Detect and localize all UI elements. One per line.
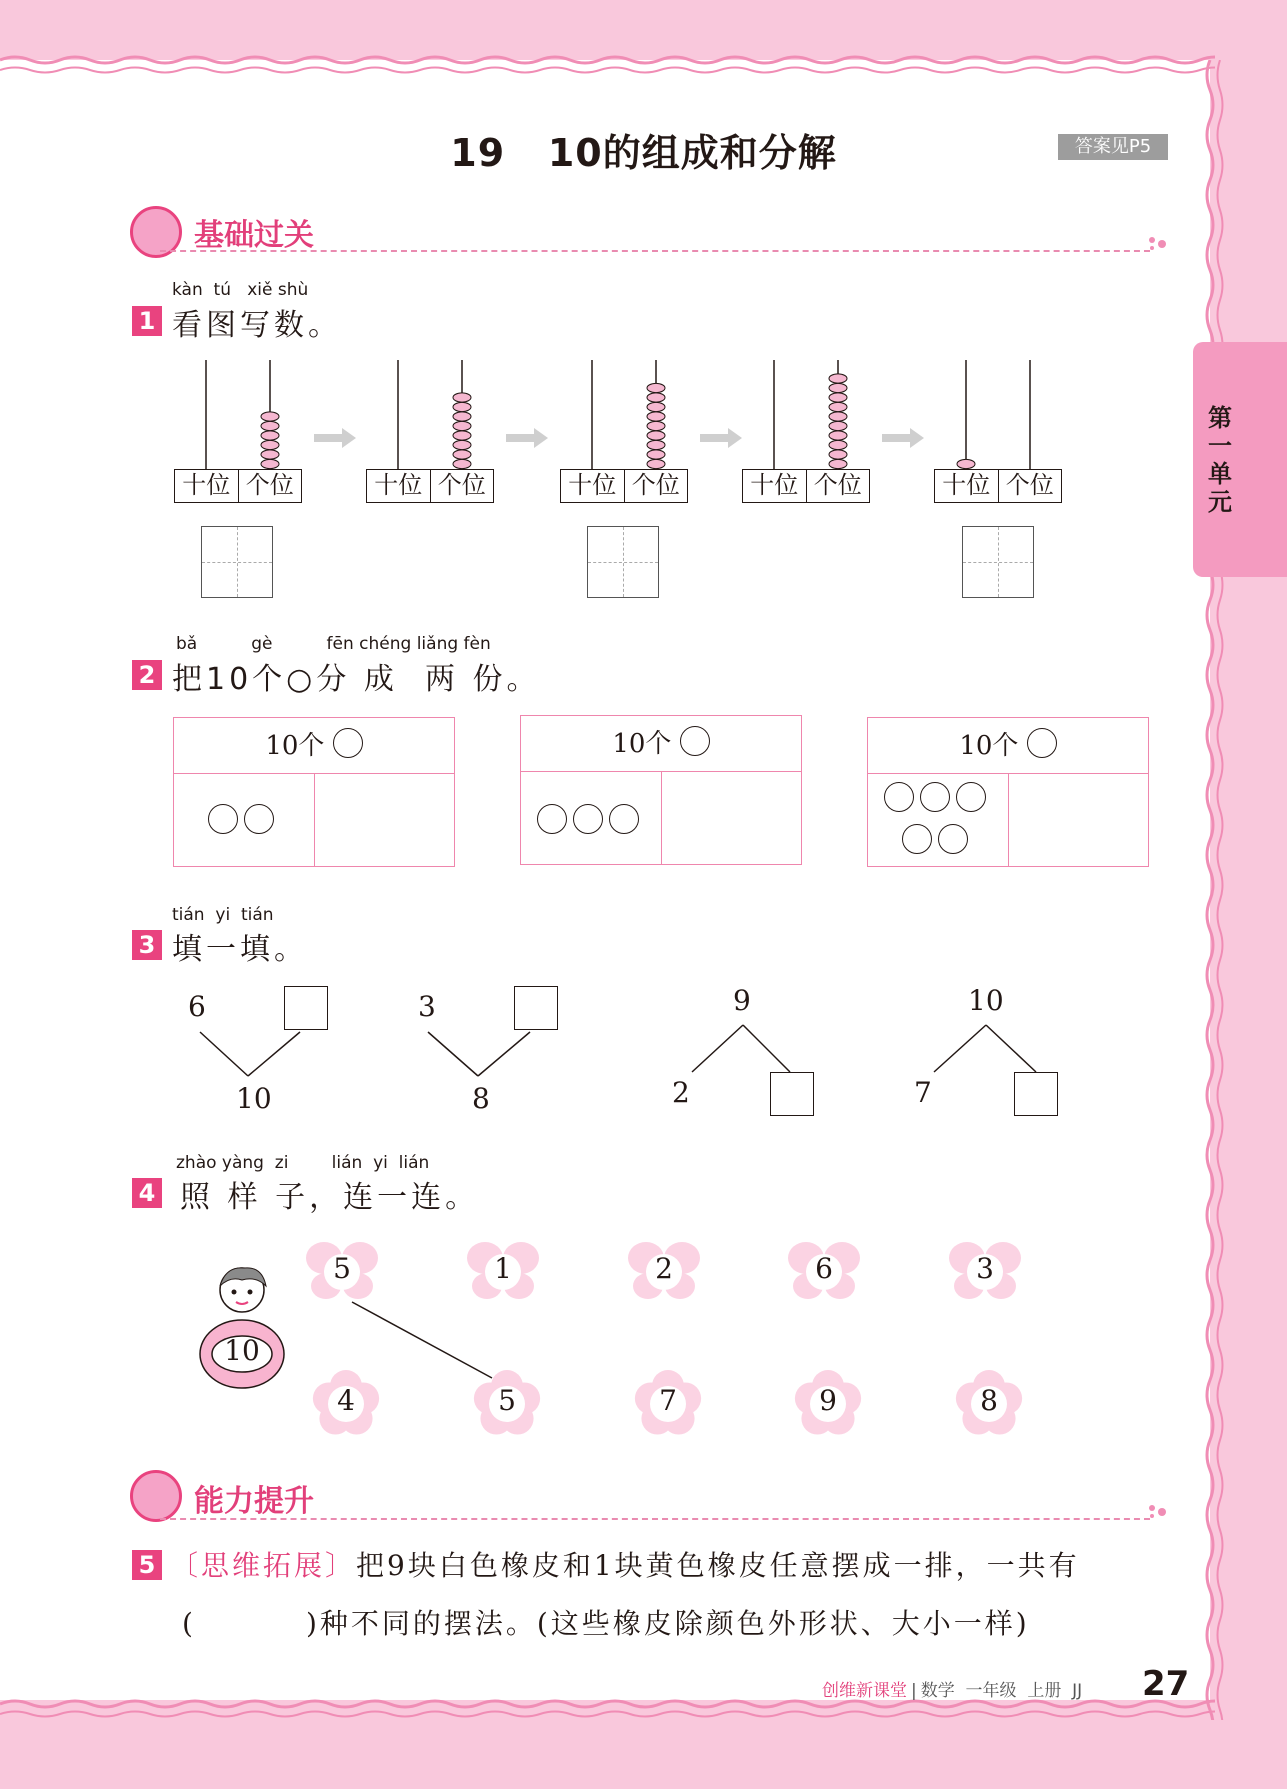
q5-bracket-open: ( — [182, 1607, 196, 1640]
footer-info: 数学 一年级 上册 JJ — [920, 1681, 1083, 1701]
q5-line-2 — [182, 1602, 1030, 1642]
bond-4-total: 10 — [968, 984, 1004, 1017]
dots-icon — [1148, 1504, 1172, 1518]
abacus-rods — [174, 360, 302, 470]
abacus-place-labels: 十位 个位 — [174, 469, 302, 503]
split-table-header: 10个 — [521, 716, 801, 772]
abacus-rods — [366, 360, 494, 470]
abacus-bead — [647, 383, 665, 392]
abacus-bead — [453, 412, 471, 421]
abacus-bead — [957, 459, 975, 468]
split-table-3 — [867, 717, 1149, 867]
split-table-1 — [173, 717, 455, 867]
abacus-bead — [453, 440, 471, 449]
answer-grid[interactable] — [201, 526, 273, 598]
q5-tag: 〔思维拓展〕 — [170, 1549, 357, 1582]
cartoon-girl-icon — [130, 1470, 182, 1522]
q4-number-badge: 4 — [132, 1178, 162, 1208]
bond-3-left: 2 — [672, 1076, 690, 1109]
abacus-bead — [829, 440, 847, 449]
abacus-bead — [829, 383, 847, 392]
top-wave-border — [0, 44, 1215, 84]
abacus-bead — [453, 393, 471, 402]
q1-number-badge: 1 — [132, 306, 162, 336]
butterfly-number[interactable]: 1 — [494, 1252, 512, 1285]
bond-1-answer-box[interactable] — [284, 986, 328, 1030]
flower-number[interactable]: 8 — [980, 1384, 998, 1417]
footer-brand: 创维新课堂 — [822, 1681, 907, 1701]
section-divider — [160, 250, 1150, 252]
answer-grid[interactable] — [587, 526, 659, 598]
abacus-place-labels: 十位 个位 — [560, 469, 688, 503]
q2-pinyin: bǎ gè fēn chéng liǎng fèn — [176, 634, 491, 654]
abacus-bead — [647, 412, 665, 421]
abacus-bead — [647, 459, 665, 468]
q5-number-badge: 5 — [132, 1550, 162, 1580]
split-table-header: 10个 — [868, 718, 1148, 774]
abacus-bead — [453, 450, 471, 459]
unit-side-tab-label: 第一单元 — [1208, 404, 1232, 516]
abacus-bead — [453, 421, 471, 430]
abacus-bead — [647, 431, 665, 440]
abacus-bead — [261, 412, 279, 421]
split-table-header: 10个 — [174, 718, 454, 774]
section-title-advanced: 能力提升 — [194, 1484, 314, 1519]
abacus-bead — [829, 431, 847, 440]
q2-number-badge: 2 — [132, 660, 162, 690]
abacus-bead — [261, 440, 279, 449]
abacus-bead — [647, 393, 665, 402]
abacus-bead — [453, 402, 471, 411]
q5-line-1 — [170, 1544, 1080, 1584]
bond-1-total: 10 — [236, 1082, 272, 1115]
abacus-bead — [647, 421, 665, 430]
abacus-bead — [261, 459, 279, 468]
abacus-bead — [829, 412, 847, 421]
abacus-bead — [829, 393, 847, 402]
abacus-bead — [647, 440, 665, 449]
bond-3-answer-box[interactable] — [770, 1072, 814, 1116]
arrow-right-icon — [314, 426, 358, 450]
abacus-bead — [647, 450, 665, 459]
page-number: 27 — [1142, 1664, 1190, 1704]
abacus-bead — [829, 450, 847, 459]
section-divider — [160, 1518, 1150, 1520]
abacus-bead — [829, 421, 847, 430]
abacus-bead — [829, 402, 847, 411]
q2-instruction: 把10个○分 成 两 份。 — [172, 662, 541, 697]
bond-4-answer-box[interactable] — [1014, 1072, 1058, 1116]
abacus-place-labels: 十位 个位 — [742, 469, 870, 503]
answer-grid[interactable] — [962, 526, 1034, 598]
abacus-bead — [261, 431, 279, 440]
q4-pinyin: zhào yàng zi lián yi lián — [176, 1153, 430, 1173]
butterfly-number[interactable]: 6 — [815, 1252, 833, 1285]
flower-number[interactable]: 7 — [659, 1384, 677, 1417]
q1-instruction: 看图写数。 — [172, 308, 342, 343]
bond-1-left: 6 — [188, 990, 206, 1023]
dots-icon — [1148, 236, 1172, 250]
q4-instruction: 照 样 子，连一连。 — [180, 1180, 480, 1215]
center-number: 10 — [224, 1334, 260, 1367]
answer-reference-badge: 答案见P5 — [1058, 134, 1168, 160]
abacus-bead — [453, 431, 471, 440]
right-wave-border — [1196, 60, 1236, 1720]
q5-question-rest: )种不同的摆法。(这些橡皮除颜色外形状、大小一样) — [305, 1607, 1030, 1640]
abacus-rods — [560, 360, 688, 470]
butterfly-number[interactable]: 2 — [655, 1252, 673, 1285]
abacus-place-labels: 十位 个位 — [366, 469, 494, 503]
butterfly-number[interactable]: 3 — [976, 1252, 994, 1285]
cartoon-girl-icon — [196, 1258, 286, 1394]
q3-instruction: 填一填。 — [172, 932, 308, 967]
bond-2-total: 8 — [472, 1082, 490, 1115]
bond-4-left: 7 — [914, 1076, 932, 1109]
q5-question-text: 把9块白色橡皮和1块黄色橡皮任意摆成一排，一共有 — [356, 1549, 1080, 1582]
abacus-place-labels: 十位 个位 — [934, 469, 1062, 503]
flower-number[interactable]: 5 — [498, 1384, 516, 1417]
q1-pinyin: kàn tú xiě shù — [172, 280, 309, 300]
bond-2-answer-box[interactable] — [514, 986, 558, 1030]
flower-number[interactable]: 9 — [819, 1384, 837, 1417]
arrow-right-icon — [882, 426, 926, 450]
page-title: 19 10的组成和分解 — [450, 131, 837, 175]
abacus-rods — [742, 360, 870, 470]
abacus-bead — [261, 421, 279, 430]
flower-number[interactable]: 4 — [337, 1384, 355, 1417]
abacus-bead — [261, 450, 279, 459]
abacus-bead — [829, 374, 847, 383]
footer: 创维新课堂 | 数学 一年级 上册 JJ — [822, 1681, 1083, 1701]
butterfly-number[interactable]: 5 — [333, 1252, 351, 1285]
section-title-basic: 基础过关 — [194, 218, 314, 253]
bond-2-left: 3 — [418, 990, 436, 1023]
arrow-right-icon — [700, 426, 744, 450]
abacus-bead — [647, 402, 665, 411]
abacus-bead — [829, 459, 847, 468]
abacus-rods — [934, 360, 1062, 470]
arrow-right-icon — [506, 426, 550, 450]
q3-number-badge: 3 — [132, 930, 162, 960]
q3-pinyin: tián yi tián — [172, 905, 274, 925]
bond-3-total: 9 — [733, 984, 751, 1017]
split-table-2 — [520, 715, 802, 865]
abacus-bead — [453, 459, 471, 468]
